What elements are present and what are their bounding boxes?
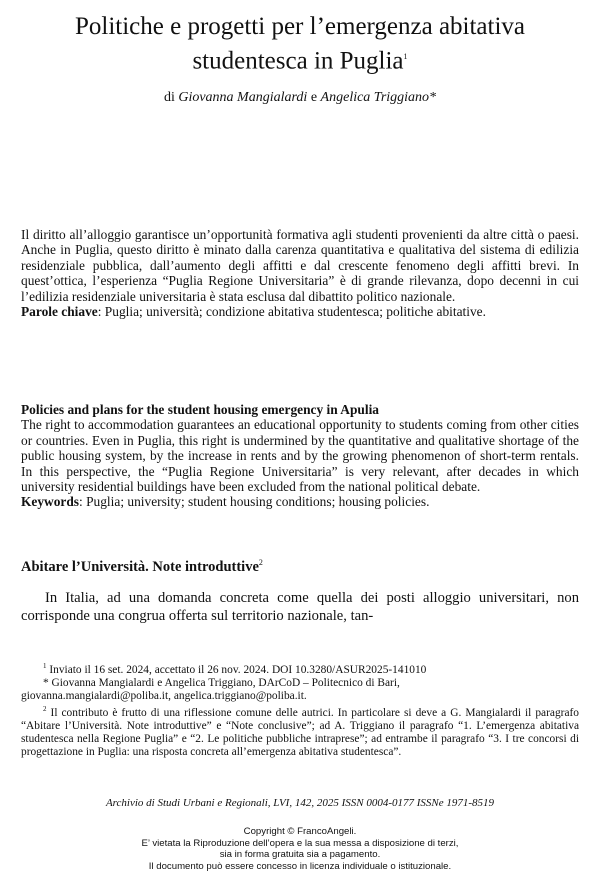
footnote-2 — [21, 703, 579, 759]
journal-citation: Archivio di Studi Urbani e Regionali, LVI, 142, 2025 ISSN 0004-0177 ISSNe 1971-8519 — [105, 797, 495, 809]
footnote-1-text: Inviato il 16 set. 2024, accettato il 26 nov. 2024. DOI 10.3280/ASUR2025-141010 — [46, 663, 427, 676]
keywords-english-label: Keywords — [21, 494, 80, 510]
footnote-1-mark: 1 — [43, 662, 47, 670]
authors-conjunction: e — [310, 90, 318, 105]
section-body-text: In Italia, ad una domanda concreta come quella dei posti alloggio universitari, non corrisponde una congrua offerta sul territorio nazionale, tan- — [21, 590, 579, 624]
section-heading — [21, 555, 263, 575]
footnote-1 — [21, 660, 579, 677]
footnote-star: * Giovanna Mangialardi e Angelica Triggiano, DArCoD – Politecnico di Bari, — [43, 676, 400, 689]
footnote-star-emails: giovanna.mangialardi@poliba.it, angelica.triggiano@poliba.it. — [21, 689, 307, 702]
keywords-english — [21, 494, 579, 509]
abstract-italian-text: Il diritto all’alloggio garantisce un’opportunità formativa agli studenti provenienti da altre città o paesi. Anche in Puglia, questo diritto è minato dalla carenza quantitativa e qualitativa del sistema di edilizia residenziale pubblica, dall’aumento degli affitti e dal crescente fenomeno degli affitti brevi. In quest’ottica, l’esperienza “Puglia Regione Universitaria” è di grande rilevanza, dopo decenni in cui l’edilizia residenziale universitaria è stata esclusa dal dibattito politico nazionale. — [21, 227, 579, 304]
keywords-italian-values: : Puglia; università; condizione abitativa studentesca; politiche abitative. — [97, 304, 486, 320]
authors-prefix: di — [163, 90, 175, 105]
section-heading-text: Abitare l’Università. Note introduttive — [21, 558, 259, 575]
copyright-notice — [20, 826, 580, 872]
english-title: Policies and plans for the student housing emergency in Apulia — [21, 402, 379, 417]
abstract-italian — [21, 227, 579, 319]
paper-title — [20, 12, 580, 76]
abstract-english-text: The right to accommodation guarantees an educational opportunity to students coming from other cities or countries. Even in Puglia, this right is undermined by the quantitative and qualitative shortage of the public housing system, by the increase in rents and by the growing phenomenon of short-term rentals. In this perspective, the “Puglia Regione Universitaria” is very relevant, after decades in which university residential buildings have been excluded from the national political debate. — [21, 417, 579, 495]
keywords-italian-label: Parole chiave — [21, 304, 98, 320]
copyright-line-3: sia in forma gratuita sia a pagamento. — [219, 849, 381, 860]
footnote-2-text: Il contributo è frutto di una riflessione comune delle autrici. In particolare si deve a G. Mangialardi il paragrafo “Abitare l’Università. Note introduttive” e “Note conclusive”; ad A. Triggiano il paragrafo “1. L’emergenza abitativa studentesca nella Regione Puglia” e “2. Le politiche pubbliche intraprese”; ad entrambe il paragrafo “3. I tre concorsi di progettazione in Puglia: una risposta concreta all’emergenza abitativa studentesca”. — [21, 706, 579, 758]
copyright-line-1: Copyright © FrancoAngeli. — [243, 826, 357, 837]
paper-title-text: Politiche e progetti per l’emergenza abitativa studentesca in Puglia — [74, 13, 526, 75]
abstract-english — [21, 402, 579, 510]
footnote-2-mark: 2 — [43, 704, 47, 713]
author-line — [20, 90, 580, 106]
author-name-2: Angelica Triggiano* — [320, 90, 437, 105]
keywords-italian — [21, 304, 579, 319]
section-footnote-mark: 2 — [258, 558, 263, 567]
copyright-line-2: E’ vietata la Riproduzione dell’opera e la sua messa a disposizione di terzi, — [141, 837, 459, 849]
author-name-1: Giovanna Mangialardi — [178, 90, 308, 105]
copyright-line-4: Il documento può essere concesso in licenza individuale o istituzionale. — [148, 860, 452, 872]
keywords-english-values: : Puglia; university; student housing conditions; housing policies. — [79, 494, 430, 510]
footnotes — [21, 660, 579, 759]
title-footnote-mark: 1 — [403, 52, 408, 61]
